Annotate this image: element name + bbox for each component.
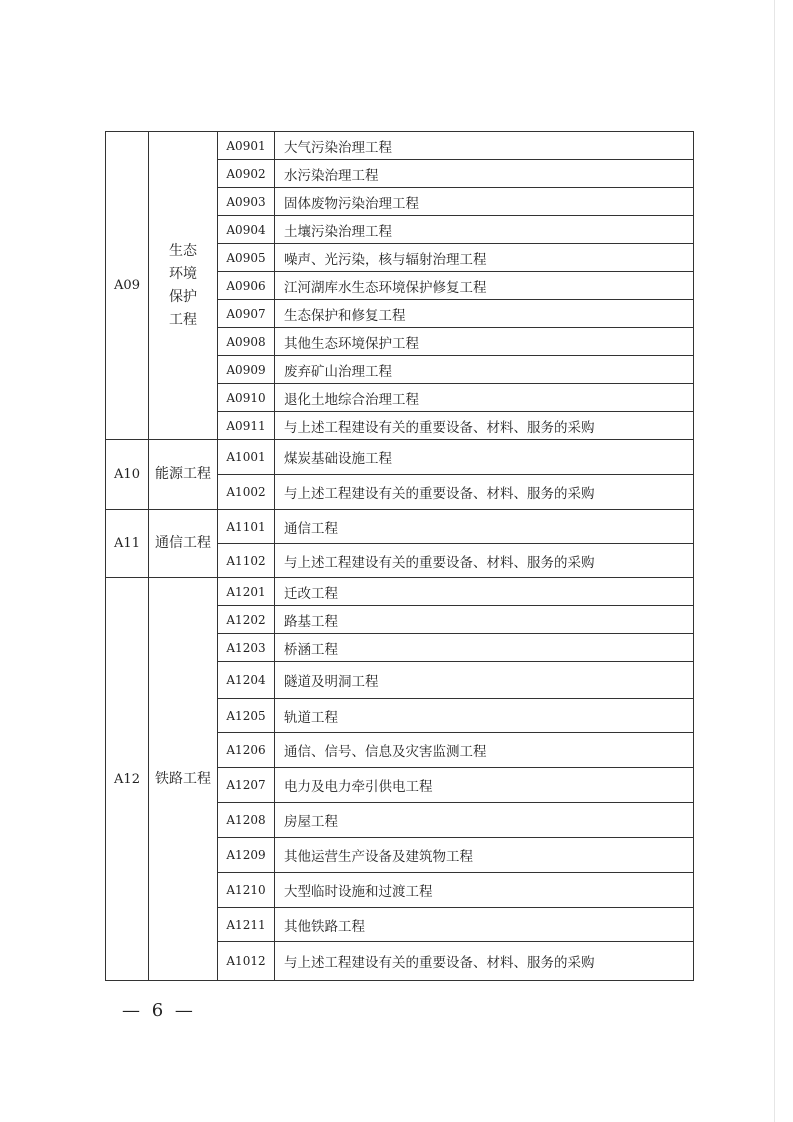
item-name: 电力及电力牵引供电工程 bbox=[275, 768, 694, 803]
item-code: A1206 bbox=[218, 733, 275, 768]
item-name: 退化土地综合治理工程 bbox=[275, 384, 694, 412]
table-row bbox=[106, 440, 694, 475]
category-name bbox=[149, 578, 218, 981]
item-name: 迁改工程 bbox=[275, 578, 694, 606]
item-code: A0905 bbox=[218, 244, 275, 272]
category-name-line: 铁路工程 bbox=[155, 770, 211, 787]
page-edge-line bbox=[774, 0, 775, 1122]
category-code: A11 bbox=[106, 510, 149, 578]
item-code: A1201 bbox=[218, 578, 275, 606]
category-name-line: 通信工程 bbox=[155, 535, 211, 551]
item-code: A0906 bbox=[218, 272, 275, 300]
project-catalog-table bbox=[105, 131, 694, 981]
item-name: 路基工程 bbox=[275, 606, 694, 634]
item-code: A0908 bbox=[218, 328, 275, 356]
catalog-body bbox=[106, 132, 694, 981]
item-code: A1102 bbox=[218, 544, 275, 578]
item-name: 土壤污染治理工程 bbox=[275, 216, 694, 244]
item-code: A1211 bbox=[218, 908, 275, 942]
item-name: 隧道及明洞工程 bbox=[275, 662, 694, 699]
category-name-line: 环境 bbox=[169, 265, 197, 282]
category-code: A12 bbox=[106, 578, 149, 981]
item-code: A0904 bbox=[218, 216, 275, 244]
item-name: 其他铁路工程 bbox=[275, 908, 694, 942]
item-code: A0907 bbox=[218, 300, 275, 328]
item-name: 大型临时设施和过渡工程 bbox=[275, 873, 694, 908]
item-name: 水污染治理工程 bbox=[275, 160, 694, 188]
table-row bbox=[106, 132, 694, 160]
category-name-line: 生态 bbox=[169, 242, 197, 259]
item-code: A0902 bbox=[218, 160, 275, 188]
category-name bbox=[149, 510, 218, 578]
item-name: 江河湖库水生态环境保护修复工程 bbox=[275, 272, 694, 300]
item-code: A1207 bbox=[218, 768, 275, 803]
category-name-line: 工程 bbox=[169, 311, 197, 328]
table-row bbox=[106, 578, 694, 606]
item-name: 废弃矿山治理工程 bbox=[275, 356, 694, 384]
item-name: 固体废物污染治理工程 bbox=[275, 188, 694, 216]
item-name: 生态保护和修复工程 bbox=[275, 300, 694, 328]
item-name: 与上述工程建设有关的重要设备、材料、服务的采购 bbox=[275, 942, 694, 981]
item-name: 其他生态环境保护工程 bbox=[275, 328, 694, 356]
item-name: 通信、信号、信息及灾害监测工程 bbox=[275, 733, 694, 768]
item-name: 房屋工程 bbox=[275, 803, 694, 838]
item-code: A1012 bbox=[218, 942, 275, 981]
item-code: A1208 bbox=[218, 803, 275, 838]
item-code: A0901 bbox=[218, 132, 275, 160]
item-code: A1209 bbox=[218, 838, 275, 873]
item-code: A1203 bbox=[218, 634, 275, 662]
item-code: A1202 bbox=[218, 606, 275, 634]
item-code: A1204 bbox=[218, 662, 275, 699]
category-name-line: 保护 bbox=[169, 288, 197, 305]
item-code: A1205 bbox=[218, 699, 275, 733]
item-code: A1002 bbox=[218, 475, 275, 510]
table-row bbox=[106, 510, 694, 544]
item-name: 与上述工程建设有关的重要设备、材料、服务的采购 bbox=[275, 412, 694, 440]
category-name-line: 能源工程 bbox=[155, 466, 211, 482]
item-name: 其他运营生产设备及建筑物工程 bbox=[275, 838, 694, 873]
page-number: — 6 — bbox=[122, 1000, 196, 1021]
item-name: 桥涵工程 bbox=[275, 634, 694, 662]
item-code: A0911 bbox=[218, 412, 275, 440]
item-code: A0903 bbox=[218, 188, 275, 216]
category-name bbox=[149, 132, 218, 440]
item-name: 与上述工程建设有关的重要设备、材料、服务的采购 bbox=[275, 475, 694, 510]
item-name: 煤炭基础设施工程 bbox=[275, 440, 694, 475]
item-name: 与上述工程建设有关的重要设备、材料、服务的采购 bbox=[275, 544, 694, 578]
category-code: A09 bbox=[106, 132, 149, 440]
item-code: A0910 bbox=[218, 384, 275, 412]
item-code: A1210 bbox=[218, 873, 275, 908]
item-name: 通信工程 bbox=[275, 510, 694, 544]
item-code: A0909 bbox=[218, 356, 275, 384]
category-name bbox=[149, 440, 218, 510]
item-code: A1001 bbox=[218, 440, 275, 475]
item-name: 噪声、光污染，核与辐射治理工程 bbox=[275, 244, 694, 272]
item-name: 大气污染治理工程 bbox=[275, 132, 694, 160]
category-code: A10 bbox=[106, 440, 149, 510]
item-code: A1101 bbox=[218, 510, 275, 544]
item-name: 轨道工程 bbox=[275, 699, 694, 733]
